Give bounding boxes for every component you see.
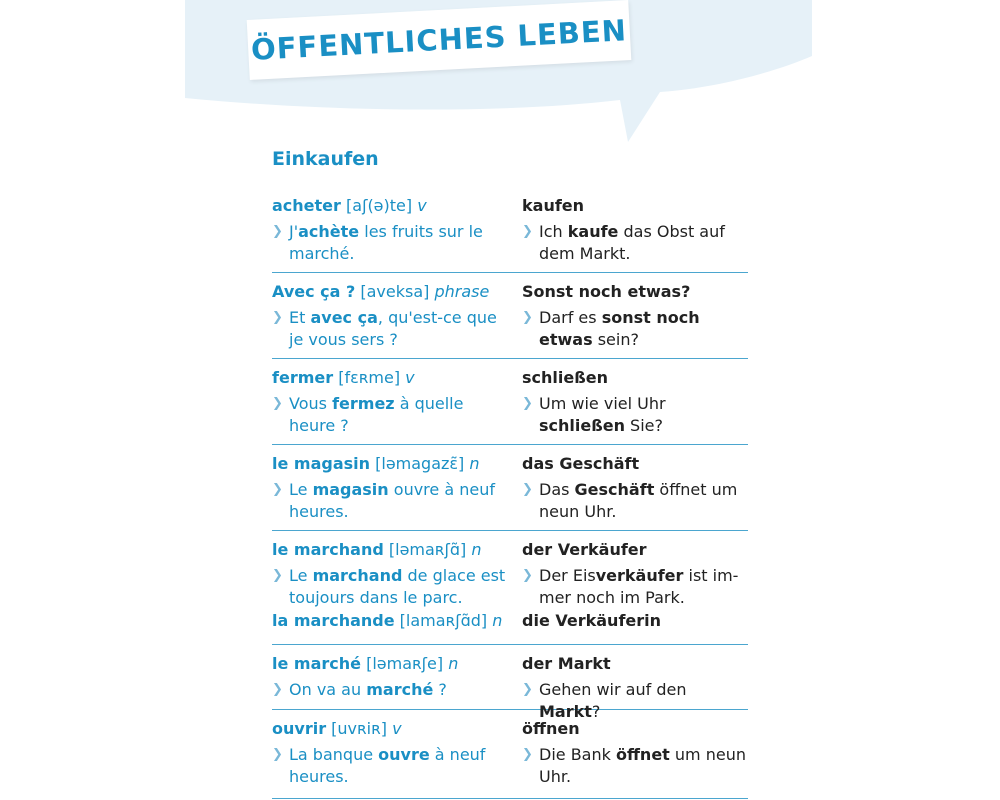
example-text: das Obst auf dem Markt. (539, 222, 725, 263)
vocab-entry (272, 273, 748, 359)
french-example (272, 679, 512, 701)
example-text: On va au (289, 680, 367, 699)
vocabulary-list (272, 190, 748, 799)
german-headword: kaufen (522, 196, 585, 215)
pronunciation: [aʃ(ə)te] (346, 196, 413, 215)
french-headword-line (272, 368, 512, 387)
german-headword: schließen (522, 368, 608, 387)
german-column (522, 368, 752, 437)
example-keyword: schließen (539, 416, 625, 435)
pronunciation: [ləmaʀʃe] (366, 654, 444, 673)
german-column (522, 282, 752, 351)
bullet-icon: ❯ (522, 224, 533, 239)
german-column (522, 454, 752, 523)
german-column (522, 719, 752, 788)
german-example (522, 565, 752, 609)
vocab-entry (272, 190, 748, 273)
french-example (272, 307, 512, 351)
german-headword: Sonst noch etwas? (522, 282, 691, 301)
example-text: Die Bank (539, 745, 616, 764)
german-headword: der Markt (522, 654, 611, 673)
example-keyword: Geschäft (574, 480, 655, 499)
example-text: La banque (289, 745, 379, 764)
bullet-icon: ❯ (272, 682, 283, 697)
example-keyword: kaufe (567, 222, 619, 241)
german-column (522, 611, 752, 630)
german-example (522, 393, 752, 437)
french-headword-line (272, 454, 512, 473)
example-text: ? (433, 680, 447, 699)
bullet-icon: ❯ (522, 310, 533, 325)
french-headword-line (272, 719, 512, 738)
german-column (522, 196, 752, 265)
example-text: Um wie viel Uhr (539, 394, 666, 413)
vocab-entry (272, 611, 748, 645)
bullet-icon: ❯ (272, 747, 283, 762)
page-title: ÖFFENTLICHES LEBEN (250, 13, 628, 67)
example-text: les fruits sur le marché. (289, 222, 483, 263)
german-example (522, 307, 752, 351)
french-column (272, 540, 512, 609)
french-column (272, 719, 512, 788)
french-headword: le marché (272, 654, 361, 673)
example-text: à neuf heures. (289, 745, 486, 786)
german-example (522, 221, 752, 265)
pronunciation: [fɛʀme] (338, 368, 401, 387)
part-of-speech: v (417, 196, 427, 215)
example-text: Ich (539, 222, 568, 241)
french-headword-line (272, 654, 512, 673)
french-headword: le marchand (272, 540, 384, 559)
french-column (272, 654, 512, 701)
bullet-icon: ❯ (522, 482, 533, 497)
example-text: um neun Uhr. (539, 745, 746, 786)
part-of-speech: v (392, 719, 402, 738)
part-of-speech: n (492, 611, 503, 630)
german-headword: öffnen (522, 719, 580, 738)
example-text: Le (289, 566, 313, 585)
part-of-speech: n (469, 454, 480, 473)
german-headword: die Verkäuferin (522, 611, 662, 630)
example-keyword: marchand (312, 566, 403, 585)
french-headword: fermer (272, 368, 334, 387)
french-example (272, 221, 512, 265)
part-of-speech: v (405, 368, 415, 387)
french-example (272, 744, 512, 788)
french-headword: le magasin (272, 454, 371, 473)
french-headword-line (272, 540, 512, 559)
french-headword: ouvrir (272, 719, 327, 738)
pronunciation: [lamaʀʃɑ̃d] (399, 611, 488, 630)
french-headword: la marchande (272, 611, 395, 630)
example-text: Vous (289, 394, 333, 413)
vocab-entry (272, 531, 748, 611)
german-example (522, 744, 752, 788)
example-keyword: verkäufer (595, 566, 684, 585)
example-text: Der Eis (539, 566, 596, 585)
french-headword-line (272, 611, 512, 630)
french-headword: acheter (272, 196, 341, 215)
bullet-icon: ❯ (272, 482, 283, 497)
french-example (272, 393, 512, 437)
example-keyword: avec ça (310, 308, 378, 327)
example-text: de glace est toujours dans le parc. (289, 566, 506, 607)
french-headword-line (272, 196, 512, 215)
french-column (272, 368, 512, 437)
example-text: Das (539, 480, 575, 499)
vocab-entry (272, 710, 748, 799)
french-column (272, 196, 512, 265)
part-of-speech: n (471, 540, 482, 559)
bullet-icon: ❯ (522, 568, 533, 583)
french-headword-line (272, 282, 512, 301)
bullet-icon: ❯ (522, 396, 533, 411)
bullet-icon: ❯ (272, 224, 283, 239)
bullet-icon: ❯ (522, 682, 533, 697)
german-example (522, 479, 752, 523)
german-headword: das Geschäft (522, 454, 640, 473)
example-text: ? (591, 702, 601, 721)
pronunciation: [aveksa] (360, 282, 430, 301)
bullet-icon: ❯ (522, 747, 533, 762)
example-keyword: achète (298, 222, 360, 241)
part-of-speech: n (448, 654, 459, 673)
french-example (272, 565, 512, 609)
example-text: Le (289, 480, 313, 499)
french-column (272, 611, 512, 630)
example-text: J' (289, 222, 299, 241)
section-title: Einkaufen (272, 148, 379, 170)
bullet-icon: ❯ (272, 396, 283, 411)
german-headword: der Verkäufer (522, 540, 647, 559)
pronunciation: [uvʀiʀ] (331, 719, 388, 738)
example-text: Et (289, 308, 311, 327)
example-text: Darf es (539, 308, 602, 327)
german-column (522, 540, 752, 609)
example-text: à quelle heure ? (289, 394, 464, 435)
example-keyword: magasin (312, 480, 389, 499)
part-of-speech: phrase (434, 282, 490, 301)
french-example (272, 479, 512, 523)
vocab-entry (272, 445, 748, 531)
french-column (272, 454, 512, 523)
french-headword: Avec ça ? (272, 282, 356, 301)
example-text: öffnet um neun Uhr. (539, 480, 738, 521)
example-keyword: sonst noch etwas (539, 308, 700, 349)
vocab-entry (272, 645, 748, 721)
example-text: ist im-mer noch im Park. (539, 566, 739, 607)
vocab-entry (272, 359, 748, 445)
pronunciation: [ləmaʀʃɑ̃] (388, 540, 467, 559)
bullet-icon: ❯ (272, 310, 283, 325)
example-keyword: Markt (539, 702, 592, 721)
example-text: sein? (592, 330, 639, 349)
bullet-icon: ❯ (272, 568, 283, 583)
example-keyword: ouvre (378, 745, 430, 764)
pronunciation: [ləmagazɛ̃] (375, 454, 465, 473)
example-keyword: marché (366, 680, 434, 699)
example-text: Sie? (624, 416, 663, 435)
example-text: Gehen wir auf den (539, 680, 687, 699)
example-keyword: fermez (332, 394, 395, 413)
example-text: , qu'est-ce que je vous sers ? (289, 308, 497, 349)
french-column (272, 282, 512, 351)
example-keyword: öffnet (615, 745, 670, 764)
example-text: ouvre à neuf heures. (289, 480, 495, 521)
